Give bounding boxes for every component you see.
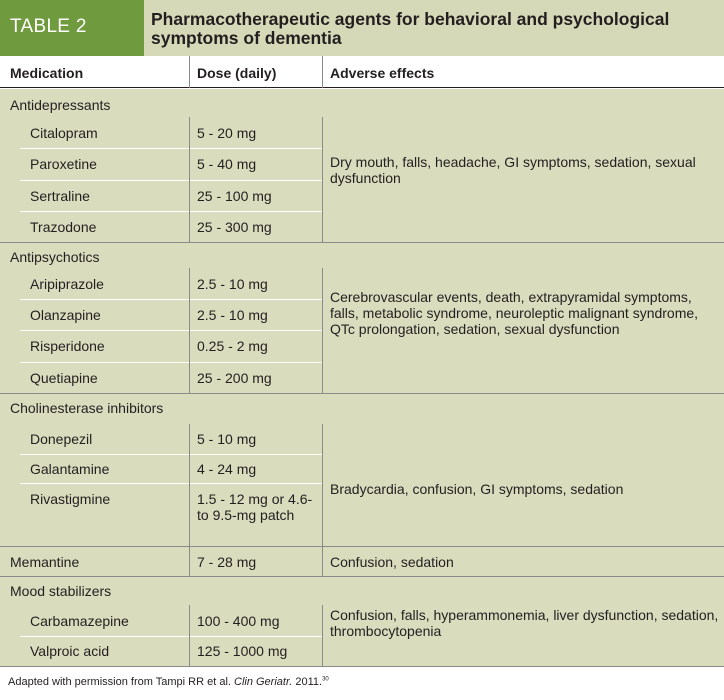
group-divider xyxy=(0,393,724,394)
drug-name: Valproic acid xyxy=(30,643,110,659)
drug-name: Rivastigmine xyxy=(30,491,111,507)
column-divider xyxy=(189,117,190,242)
drug-dose: 5 - 40 mg xyxy=(197,156,257,172)
footnote xyxy=(8,676,329,688)
footnote-year: 2011. xyxy=(292,676,323,688)
row-divider xyxy=(20,483,322,484)
row-divider xyxy=(20,299,322,300)
column-divider xyxy=(322,547,323,576)
row-divider xyxy=(20,148,322,149)
group-name: Antipsychotics xyxy=(10,249,100,265)
drug-name: Risperidone xyxy=(30,338,105,354)
column-divider xyxy=(189,56,190,88)
drug-name: Aripiprazole xyxy=(30,276,104,292)
adverse-effects: Confusion, falls, hyperammonemia, liver dysfunction, sedation, thrombocytopenia xyxy=(330,607,719,639)
table-label-box xyxy=(0,0,144,56)
group-name: Mood stabilizers xyxy=(10,583,112,599)
drug-dose: 2.5 - 10 mg xyxy=(197,307,268,323)
table-bottom-rule xyxy=(0,666,724,667)
group-divider xyxy=(0,242,724,243)
drug-dose: 25 - 100 mg xyxy=(197,188,272,204)
group-divider xyxy=(0,546,724,547)
column-header-adverse: Adverse effects xyxy=(330,65,435,81)
row-divider xyxy=(20,330,322,331)
column-divider xyxy=(322,268,323,393)
drug-name: Quetiapine xyxy=(30,370,98,386)
drug-name: Carbamazepine xyxy=(30,613,129,629)
column-divider xyxy=(189,547,190,576)
drug-name: Sertraline xyxy=(30,188,90,204)
group-name: Cholinesterase inhibitors xyxy=(10,400,164,416)
column-divider xyxy=(322,56,323,88)
drug-dose: 2.5 - 10 mg xyxy=(197,276,268,292)
adverse-effects: Dry mouth, falls, headache, GI symptoms, sedation, sexual dysfunction xyxy=(330,154,696,186)
column-divider xyxy=(322,605,323,666)
drug-name: Galantamine xyxy=(30,461,110,477)
footnote-ref: 30 xyxy=(322,676,329,683)
drug-dose: 5 - 20 mg xyxy=(197,125,257,141)
drug-name: Paroxetine xyxy=(30,156,97,172)
table-header-bar xyxy=(0,0,724,56)
column-divider xyxy=(189,268,190,393)
drug-dose: 25 - 300 mg xyxy=(197,219,272,235)
drug-dose: 7 - 28 mg xyxy=(197,554,257,570)
footnote-prefix: Adapted with permission from Tampi RR et al. xyxy=(8,676,234,688)
row-divider xyxy=(20,211,322,212)
drug-dose: 4 - 24 mg xyxy=(197,461,257,477)
drug-dose: 100 - 400 mg xyxy=(197,613,280,629)
table-title: Pharmacotherapeutic agents for behavioral and psychological symptoms of dementia xyxy=(151,9,670,48)
column-divider xyxy=(189,424,190,546)
drug-dose: 0.25 - 2 mg xyxy=(197,338,268,354)
drug-name: Olanzapine xyxy=(30,307,101,323)
drug-name: Citalopram xyxy=(30,125,98,141)
drug-dose: 1.5 - 12 mg or 4.6- to 9.5-mg patch xyxy=(197,491,313,523)
drug-name: Trazodone xyxy=(30,219,97,235)
column-divider xyxy=(322,424,323,546)
column-header-dose: Dose (daily) xyxy=(197,65,277,81)
adverse-effects: Confusion, sedation xyxy=(330,554,454,570)
column-divider xyxy=(189,605,190,666)
drug-dose: 125 - 1000 mg xyxy=(197,643,288,659)
table-label: TABLE 2 xyxy=(10,16,87,37)
column-header-row xyxy=(0,56,724,88)
group-divider xyxy=(0,576,724,577)
drug-dose: 25 - 200 mg xyxy=(197,370,272,386)
row-divider xyxy=(20,362,322,363)
adverse-effects: Bradycardia, confusion, GI symptoms, sedation xyxy=(330,481,624,497)
column-header-medication: Medication xyxy=(10,65,84,81)
row-divider xyxy=(20,636,322,637)
footnote-journal: Clin Geriatr. xyxy=(234,676,293,688)
row-divider xyxy=(20,180,322,181)
drug-name: Donepezil xyxy=(30,431,93,447)
drug-dose: 5 - 10 mg xyxy=(197,431,257,447)
row-divider xyxy=(20,454,322,455)
group-name: Memantine xyxy=(10,554,80,570)
adverse-effects: Cerebrovascular events, death, extrapyramidal symptoms, falls, metabolic syndrome, neuroleptic malignant syndrome, QTc prolongation, sedation, sexual dysfunction xyxy=(330,289,699,337)
column-divider xyxy=(322,117,323,242)
group-name: Antidepressants xyxy=(10,97,111,113)
